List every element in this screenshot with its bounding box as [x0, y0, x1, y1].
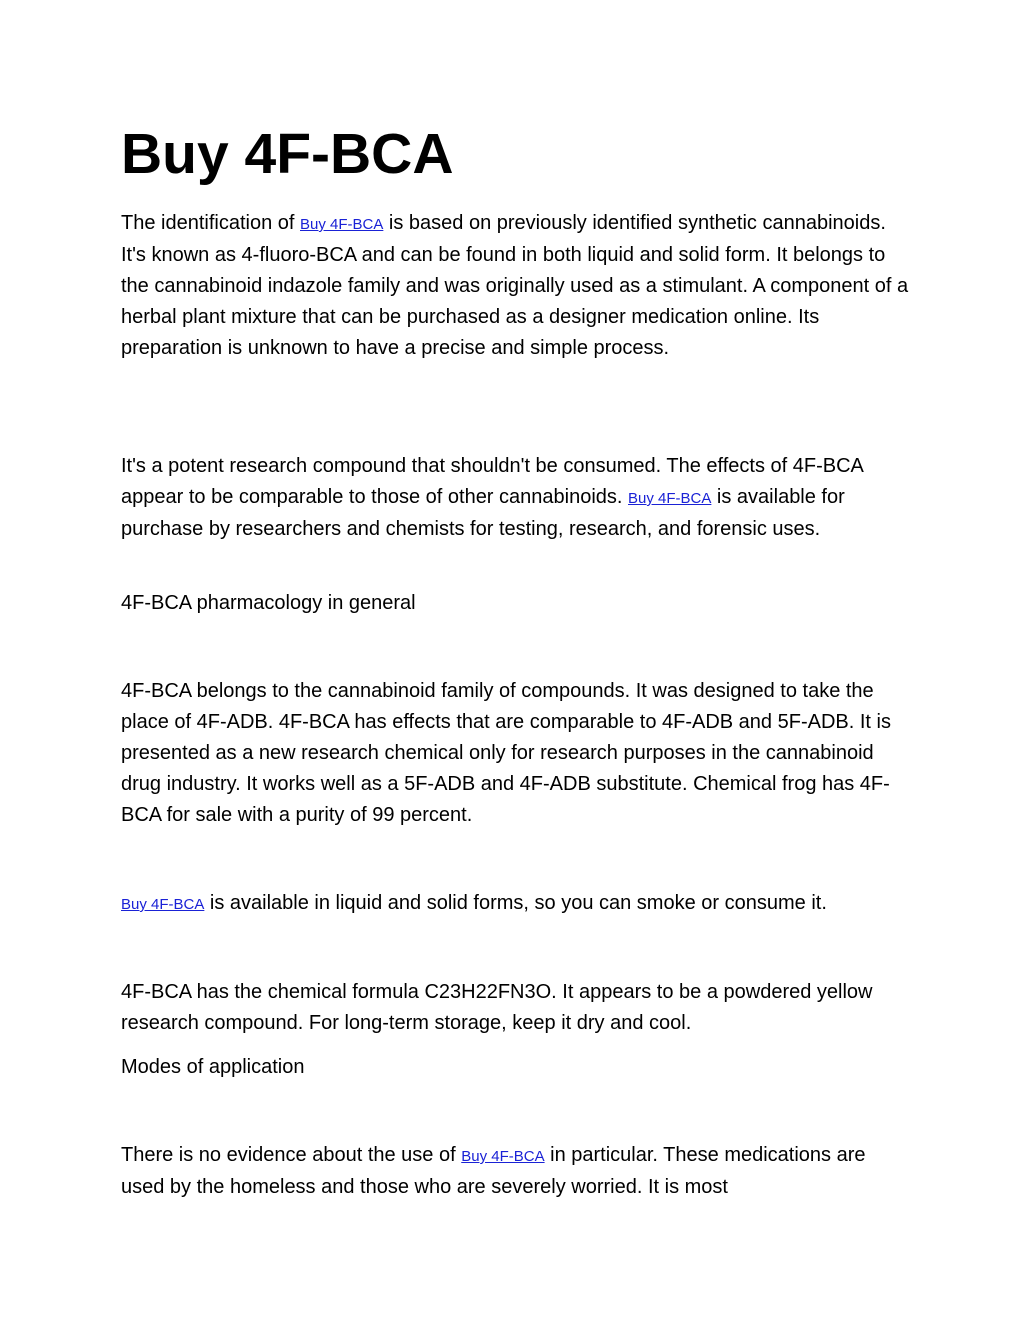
buy-4f-bca-link[interactable]: Buy 4F-BCA — [628, 490, 712, 507]
paragraph-text: The identification of — [121, 212, 300, 234]
paragraph-modes — [121, 1140, 911, 1203]
buy-4f-bca-link[interactable]: Buy 4F-BCA — [300, 216, 384, 233]
paragraph-text: is available for purchase by researchers and chemists for testing, research, and forensic uses. — [121, 486, 845, 540]
page-title: Buy 4F-BCA — [121, 122, 454, 186]
paragraph-text: is available in liquid and solid forms, so you can smoke or consume it. — [204, 892, 827, 914]
buy-4f-bca-link[interactable]: Buy 4F-BCA — [121, 896, 205, 913]
paragraph-forms — [121, 888, 827, 920]
paragraph-formula: 4F-BCA has the chemical formula C23H22FN3O. It appears to be a powdered yellow research compound. For long-term storage, keep it dry and cool. — [121, 981, 873, 1034]
paragraph-text: It's a potent research compound that shouldn't be consumed. The effects of 4F-BCA appear to be comparable to those of other cannabinoids. — [121, 455, 863, 508]
section-heading-modes: Modes of application — [121, 1056, 305, 1078]
paragraph-potent — [121, 451, 911, 545]
section-heading-pharmacology: 4F-BCA pharmacology in general — [121, 592, 416, 614]
buy-4f-bca-link[interactable]: Buy 4F-BCA — [461, 1148, 545, 1165]
paragraph-text: in particular. These medications are used by the homeless and those who are severely worried. It is most — [121, 1144, 866, 1198]
paragraph-pharmacology: 4F-BCA belongs to the cannabinoid family of compounds. It was designed to take the place of 4F-ADB. 4F-BCA has effects that are comparable to 4F-ADB and 5F-ADB. It is presented as a new research chemical only for research purposes in the cannabinoid drug industry. It works well as a 5F-ADB and 4F-ADB substitute. Chemical frog has 4F-BCA for sale with a purity of 99 percent. — [121, 680, 891, 826]
paragraph-text: There is no evidence about the use of — [121, 1144, 462, 1166]
paragraph-text: is based on previously identified synthetic cannabinoids. It's known as 4-fluoro-BCA and can be found in both liquid and solid form. It belongs to the cannabinoid indazole family and was originally used as a stimulant. A component of a herbal plant mixture that can be purchased as a designer medication online. Its preparation is unknown to have a precise and simple process. — [121, 212, 909, 359]
paragraph-intro — [121, 208, 911, 364]
